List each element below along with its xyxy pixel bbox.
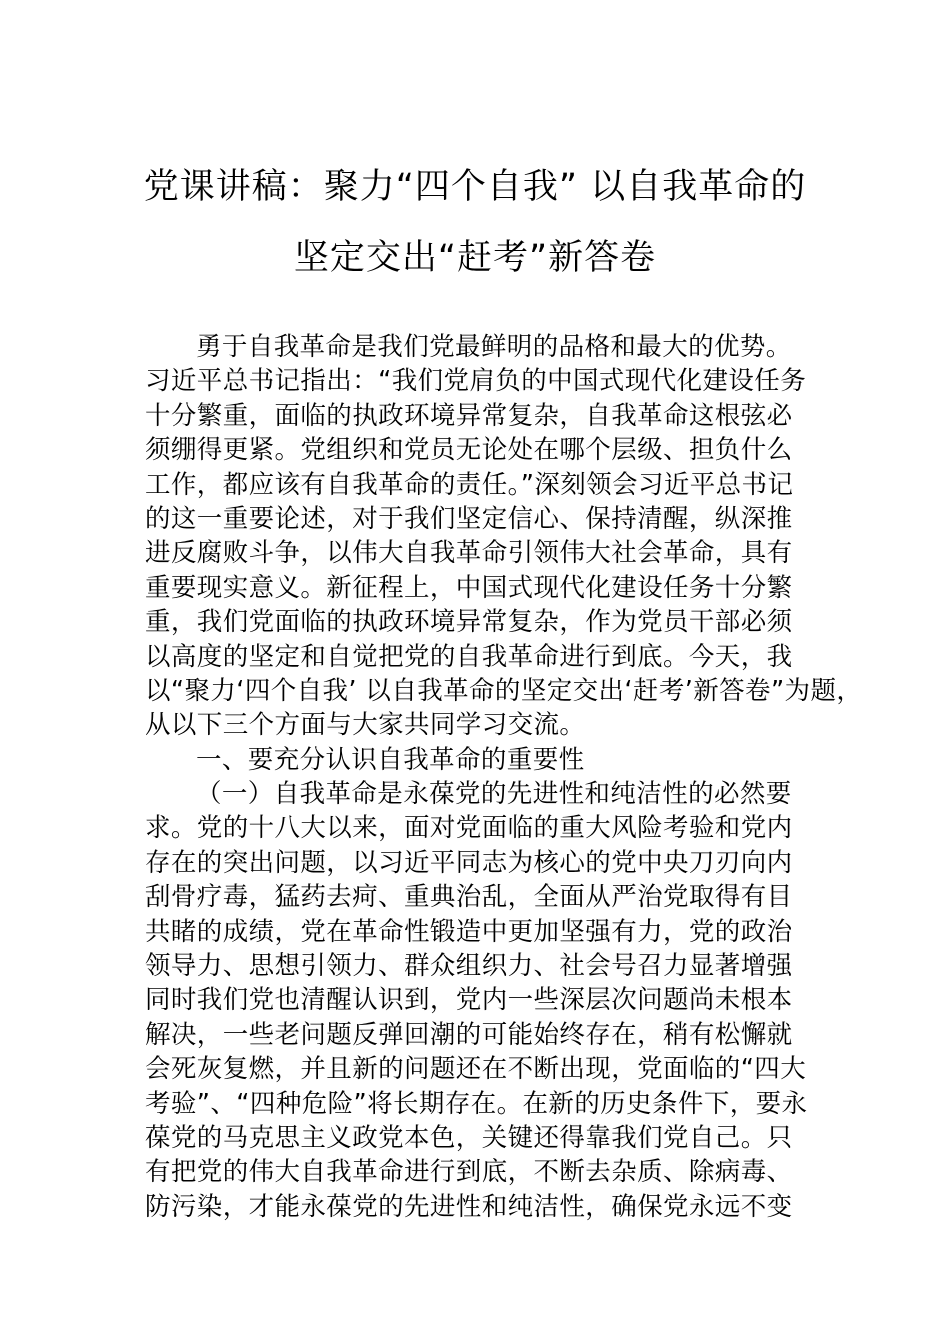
paragraph-line: 考验”、“四种危险”将长期存在。在新的历史条件下，要永	[145, 1088, 808, 1119]
paragraph-line: 进反腐败斗争，以伟大自我革命引领伟大社会革命，具有	[145, 538, 793, 569]
paragraph-line: 存在的突出问题，以习近平同志为核心的党中央刀刃向内	[145, 847, 793, 878]
paragraph-line: 有把党的伟大自我革命进行到底，不断去杂质、除病毒、	[145, 1157, 793, 1188]
paragraph-line: 解决，一些老问题反弹回潮的可能始终存在，稍有松懈就	[145, 1019, 793, 1050]
section-heading: 一、要充分认识自我革命的重要性	[196, 744, 585, 775]
paragraph-line: 以高度的坚定和自觉把党的自我革命进行到底。今天，我	[145, 641, 793, 672]
paragraph-line: 刮骨疗毒，猛药去疴、重典治乱，全面从严治党取得有目	[145, 882, 793, 913]
paragraph-line: 重要现实意义。新征程上，中国式现代化建设任务十分繁	[145, 572, 793, 603]
paragraph-line: 防污染，才能永葆党的先进性和纯洁性，确保党永远不变	[145, 1191, 793, 1222]
document-title-line-1: 党课讲稿：聚力“四个自我” 以自我革命的	[143, 167, 807, 207]
subsection-heading-line: （一）自我革命是永葆党的先进性和纯洁性的必然要	[196, 779, 792, 810]
paragraph-line: 重，我们党面临的执政环境异常复杂，作为党员干部必须	[145, 607, 793, 638]
paragraph-line: 求。党的十八大以来，面对党面临的重大风险考验和党内	[145, 813, 793, 844]
paragraph-line: 十分繁重，面临的执政环境异常复杂，自我革命这根弦必	[145, 400, 793, 431]
paragraph-line: 领导力、思想引领力、群众组织力、社会号召力显著增强	[145, 951, 793, 982]
paragraph-line: 从以下三个方面与大家共同学习交流。	[145, 710, 586, 741]
paragraph-line: 以“聚力‘四个自我’ 以自我革命的坚定交出‘赶考’新答卷”为题，	[145, 675, 863, 706]
paragraph-line: 的这一重要论述，对于我们坚定信心、保持清醒，纵深推	[145, 503, 793, 534]
paragraph-line: 葆党的马克思主义政党本色，关键还得靠我们党自己。只	[145, 1122, 793, 1153]
paragraph-line: 勇于自我革命是我们党最鲜明的品格和最大的优势。	[196, 332, 792, 362]
paragraph-line: 习近平总书记指出：“我们党肩负的中国式现代化建设任务	[145, 366, 807, 397]
document-body	[145, 330, 863, 1224]
paragraph-line: 会死灰复燃，并且新的问题还在不断出现，党面临的“四大	[145, 1054, 807, 1085]
paragraph-line: 共睹的成绩，党在革命性锻造中更加坚强有力，党的政治	[145, 916, 793, 947]
paragraph-line: 工作，都应该有自我革命的责任。”深刻领会习近平总书记	[145, 469, 794, 500]
document-title-line-2: 坚定交出“赶考”新答卷	[293, 238, 657, 278]
paragraph-line: 须绷得更紧。党组织和党员无论处在哪个层级、担负什么	[145, 435, 793, 466]
paragraph-line: 同时我们党也清醒认识到，党内一些深层次问题尚未根本	[145, 985, 793, 1016]
